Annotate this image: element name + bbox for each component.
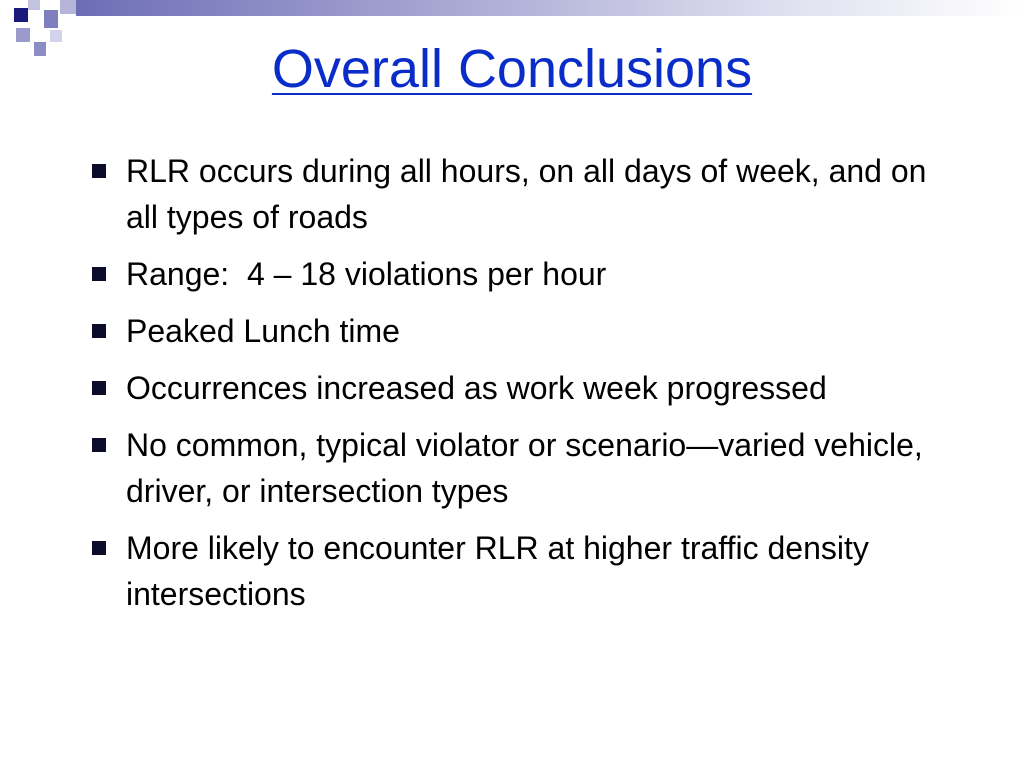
- bullet-item: [90, 308, 950, 354]
- slide-title: Overall Conclusions: [271, 39, 753, 99]
- square-bullet-icon: [92, 381, 106, 395]
- square-bullet-icon: [92, 324, 106, 338]
- square-bullet-icon: [92, 164, 106, 178]
- decor-square: [14, 8, 28, 22]
- bullet-item: [90, 422, 950, 514]
- square-bullet-icon: [92, 267, 106, 281]
- decor-square: [44, 10, 58, 28]
- square-bullet-icon: [92, 438, 106, 452]
- square-bullet-icon: [92, 541, 106, 555]
- bullet-text: Occurrences increased as work week progressed: [126, 370, 827, 406]
- decor-square: [60, 0, 76, 14]
- decor-square: [28, 0, 40, 10]
- bullet-item: [90, 365, 950, 411]
- bullet-item: [90, 525, 950, 617]
- top-gradient-bar: [76, 0, 1024, 16]
- bullet-text: Peaked Lunch time: [126, 313, 400, 349]
- bullet-list: [90, 148, 950, 628]
- bullet-text: No common, typical violator or scenario—varied vehicle, driver, or intersection types: [126, 427, 923, 509]
- bullet-text: Range: 4 – 18 violations per hour: [126, 256, 607, 292]
- bullet-text: RLR occurs during all hours, on all days of week, and on all types of roads: [126, 153, 927, 235]
- bullet-item: [90, 148, 950, 240]
- bullet-item: [90, 251, 950, 297]
- bullet-text: More likely to encounter RLR at higher traffic density intersections: [126, 530, 869, 612]
